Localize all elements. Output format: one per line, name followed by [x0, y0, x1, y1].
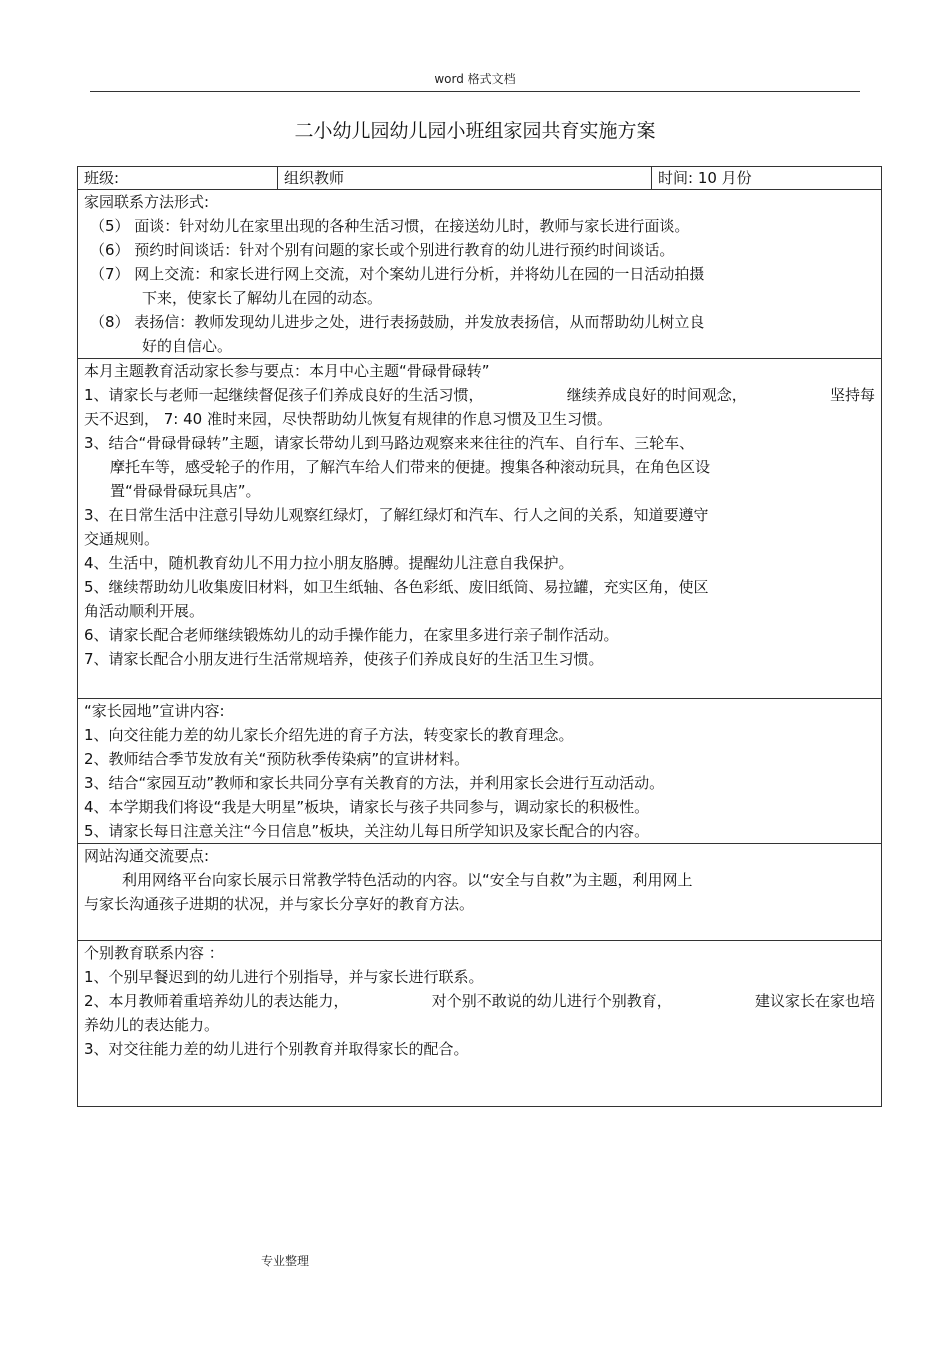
theme-item-1-part-b: 继续养成良好的时间观念， [566, 386, 747, 404]
info-row [78, 167, 882, 190]
theme-item-5: 5、继续帮助幼儿收集废旧材料，如卫生纸轴、各色彩纸、废旧纸筒、易拉罐，充实区角，使区 [84, 578, 709, 596]
individual-heading: 个别教育联系内容 ： [84, 944, 224, 962]
website-heading: 网站沟通交流要点: [84, 847, 210, 865]
theme-item-3b: 3、在日常生活中注意引导幼儿观察红绿灯，了解红绿灯和汽车、行人之间的关系，知道要遵守 [84, 506, 709, 524]
theme-item-3: 3、结合“骨碌骨碌转”主题，请家长带幼儿到马路边观察来来往往的汽车、自行车、三轮车、 [84, 434, 695, 452]
theme-item-1 [84, 383, 875, 407]
theme-item-4: 4、生活中，随机教育幼儿不用力拉小朋友胳膊。提醒幼儿注意自我保护。 [84, 554, 574, 572]
parents-corner-item-5: 5、请家长每日注意关注“今日信息”板块，关注幼儿每日所学知识及家长配合的内容。 [84, 822, 650, 840]
website-row [78, 844, 882, 941]
theme-activity-row [78, 359, 882, 699]
plan-table [77, 166, 882, 1107]
theme-item-1-part-a: 1、请家长与老师一起继续督促孩子们养成良好的生活习惯， [84, 386, 484, 404]
theme-item-3-cont-2: 置“骨碌骨碌玩具店”。 [110, 482, 261, 500]
contact-item-6: （6） 预约时间谈话：针对个别有问题的家长或个别进行教育的幼儿进行预约时间谈话。 [90, 241, 675, 259]
individual-item-2-part-c: 建议家长在家也培 [754, 992, 875, 1010]
contact-heading: 家园联系方法形式: [84, 193, 210, 211]
website-text-1: 利用网络平台向家长展示日常教学特色活动的内容。以“安全与自救”为主题，利用网上 [122, 871, 693, 889]
document-title: 二小幼儿园幼儿园小班组家园共育实施方案 [294, 120, 656, 142]
contact-item-8-cont: 好的自信心。 [142, 337, 233, 355]
individual-item-1: 1、个别早餐迟到的幼儿进行个别指导，并与家长进行联系。 [84, 968, 484, 986]
theme-item-5-cont: 角活动顺利开展。 [84, 602, 205, 620]
parents-corner-row [78, 699, 882, 844]
contact-item-8: （8） 表扬信：教师发现幼儿进步之处，进行表扬鼓励，并发放表扬信，从而帮助幼儿树立良 [90, 313, 705, 331]
theme-item-7: 7、请家长配合小朋友进行生活常规培养，使孩子们养成良好的生活卫生习惯。 [84, 650, 604, 668]
parents-corner-item-3: 3、结合“家园互动”教师和家长共同分享有关教育的方法，并利用家长会进行互动活动。 [84, 774, 665, 792]
parents-corner-item-2: 2、教师结合季节发放有关“预防秋季传染病”的宣讲材料。 [84, 750, 470, 768]
page-footer: 专业整理 [261, 1254, 310, 1268]
time-cell: 时间: 10 月份 [652, 167, 882, 190]
individual-item-2-part-b: 对个别不敢说的幼儿进行个别教育， [431, 992, 672, 1010]
theme-item-3b-cont: 交通规则。 [84, 530, 160, 548]
individual-item-3: 3、对交往能力差的幼儿进行个别教育并取得家长的配合。 [84, 1040, 469, 1058]
theme-item-1-part-c: 坚持每 [829, 386, 875, 404]
header-rule [90, 91, 860, 92]
parents-corner-item-1: 1、向交往能力差的幼儿家长介绍先进的育子方法，转变家长的教育理念。 [84, 726, 574, 744]
theme-item-3-cont: 摩托车等，感受轮子的作用，了解汽车给人们带来的便捷。搜集各种滚动玩具，在角色区设 [110, 458, 711, 476]
parents-corner-item-4: 4、本学期我们将设“我是大明星”板块，请家长与孩子共同参与，调动家长的积极性。 [84, 798, 650, 816]
page-header: word 格式文档 [434, 72, 516, 86]
theme-heading: 本月主题教育活动家长参与要点：本月中心主题“骨碌骨碌转” [84, 362, 490, 380]
individual-item-2-part-a: 2、本月教师着重培养幼儿的表达能力， [84, 992, 349, 1010]
contact-item-7: （7） 网上交流：和家长进行网上交流，对个案幼儿进行分析，并将幼儿在园的一日活动拍摄 [90, 265, 705, 283]
individual-item-2-cont: 养幼儿的表达能力。 [84, 1016, 220, 1034]
teacher-cell: 组织教师 [278, 167, 652, 190]
contact-item-5: （5） 面谈：针对幼儿在家里出现的各种生活习惯，在接送幼儿时，教师与家长进行面谈。 [90, 217, 690, 235]
individual-item-2 [84, 989, 875, 1013]
theme-item-1-cont: 天不迟到， 7: 40 准时来园，尽快帮助幼儿恢复有规律的作息习惯及卫生习惯。 [84, 410, 612, 428]
class-cell: 班级: [78, 167, 278, 190]
individual-education-row [78, 941, 882, 1107]
contact-item-7-cont: 下来，使家长了解幼儿在园的动态。 [142, 289, 383, 307]
contact-methods-row [78, 190, 882, 359]
theme-item-6: 6、请家长配合老师继续锻炼幼儿的动手操作能力，在家里多进行亲子制作活动。 [84, 626, 619, 644]
parents-corner-heading: “家长园地”宣讲内容: [84, 702, 225, 720]
website-text-2: 与家长沟通孩子进期的状况，并与家长分享好的教育方法。 [84, 895, 475, 913]
